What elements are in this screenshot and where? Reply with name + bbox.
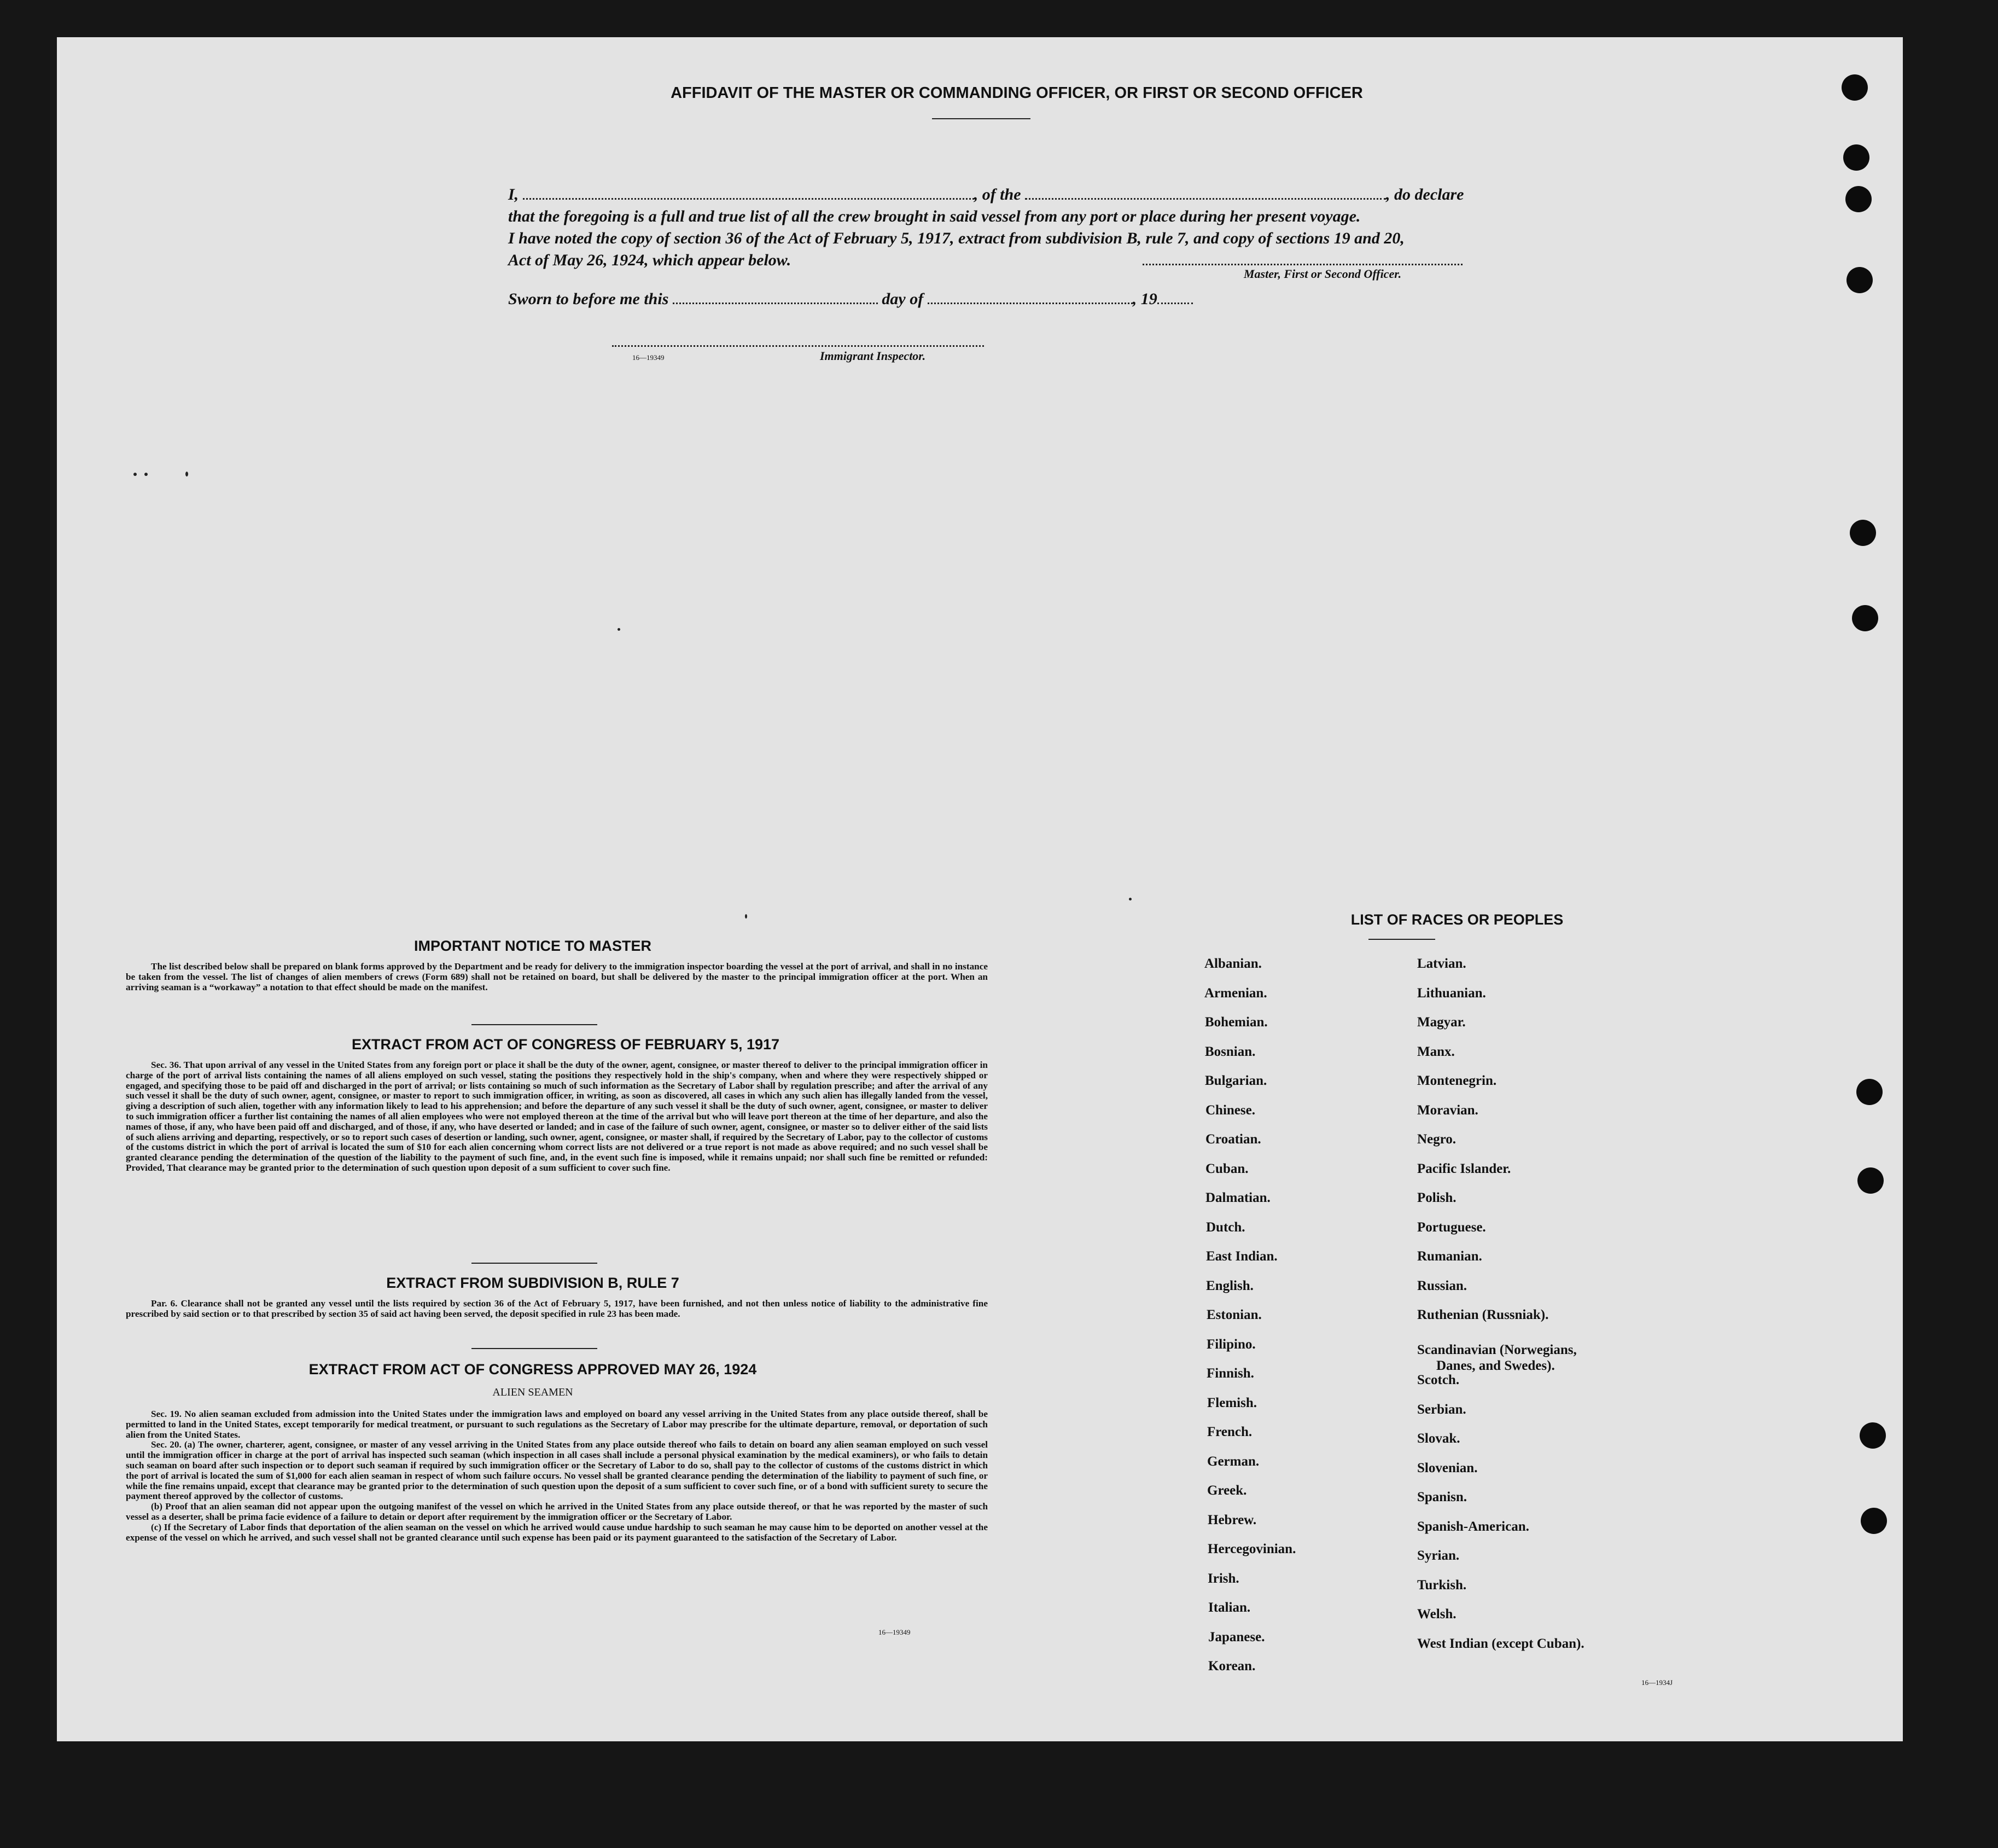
race-item: Croatian. bbox=[1205, 1132, 1261, 1147]
speck bbox=[745, 914, 747, 919]
race-item: Welsh. bbox=[1417, 1607, 1457, 1622]
punch-hole bbox=[1843, 144, 1869, 171]
race-item: Hercegovinian. bbox=[1208, 1542, 1296, 1556]
punch-hole bbox=[1852, 605, 1878, 631]
punch-hole bbox=[1856, 1079, 1883, 1105]
race-item: Magyar. bbox=[1417, 1015, 1466, 1030]
race-item: Spanish-American. bbox=[1417, 1519, 1529, 1534]
year-label: , 19 bbox=[1132, 290, 1157, 308]
race-item: Estonian. bbox=[1207, 1307, 1262, 1322]
race-item: Japanese. bbox=[1208, 1629, 1265, 1644]
race-item: Moravian. bbox=[1417, 1102, 1478, 1118]
race-item: Greek. bbox=[1207, 1483, 1247, 1498]
section-19-paragraph: Sec. 19. No alien seaman excluded from admission into the United States under the immigration laws and employed on board any vessel arriving in the United States from any place outside thereof, shall be permitted to land in the United States, except temporarily for medical treatment, or pursuant to such regulations as the Secretary of Labor may prescribe for the ultimate departure, removal, or deportation of such alien from the United States. bbox=[126, 1409, 988, 1440]
race-item: Slovenian. bbox=[1417, 1460, 1478, 1475]
extract-1924-text bbox=[126, 1409, 988, 1543]
extract-1917-text bbox=[126, 1060, 988, 1173]
name-field[interactable] bbox=[523, 197, 974, 200]
notice-title: IMPORTANT NOTICE TO MASTER bbox=[414, 938, 651, 954]
do-declare-label: , do declare bbox=[1386, 185, 1464, 204]
race-item: Russian. bbox=[1417, 1278, 1467, 1293]
race-item: Irish. bbox=[1208, 1571, 1239, 1586]
alien-seamen-subtitle: ALIEN SEAMEN bbox=[492, 1386, 573, 1398]
punch-hole bbox=[1861, 1508, 1887, 1534]
section-20a-paragraph: Sec. 20. (a) The owner, charterer, agent, consignee, or master of any vessel arriving in the United States from any place outside thereof who fails to detain on board any alien seaman employed on such vessel until the immigration officer in charge at the port of arrival has inspected such seaman (which inspection in all cases shall include a personal physical examination by the medical examiners), or who fails to detain such seaman on board after such inspection or to deport such seaman if required by such immigration officer or the Secretary of Labor to do so, shall pay to the collector of customs of the customs district in which the port of arrival is located the sum of $1,000 for each alien seaman in respect of whom such failure occurs. No vessel shall be granted clearance pending the determination of the liability to payment of such fine, or while the fine remains unpaid, except that clearance may be granted prior to the determination of such question upon the deposit of a sum sufficient to cover such fine, or of a bond with sufficient surety to secure the payment thereof approved by the collector of customs. bbox=[126, 1439, 988, 1502]
divider bbox=[471, 1024, 597, 1025]
rule-7-paragraph: Par. 6. Clearance shall not be granted any vessel until the lists required by section 36 of the Act of February 5, 1917, have been furnished, and not then unless notice of liability to the administrative fine prescribed by said section or to that prescribed by section 35 of said act having been served, the deposit specified in rule 23 has been made. bbox=[126, 1298, 988, 1319]
race-item: Serbian. bbox=[1417, 1402, 1466, 1417]
race-item: Manx. bbox=[1417, 1044, 1455, 1059]
race-item: Albanian. bbox=[1204, 956, 1262, 971]
race-item: Filipino. bbox=[1207, 1336, 1256, 1352]
race-item: Flemish. bbox=[1207, 1395, 1257, 1410]
speck bbox=[144, 473, 148, 476]
declaration-text bbox=[508, 184, 1553, 271]
sworn-month-field[interactable] bbox=[928, 302, 1133, 304]
race-item: Rumanian. bbox=[1417, 1249, 1482, 1264]
extract-1917-title: EXTRACT FROM ACT OF CONGRESS OF FEBRUARY 5, 1917 bbox=[351, 1036, 780, 1053]
race-item: Armenian. bbox=[1204, 985, 1267, 1001]
race-item: Syrian. bbox=[1417, 1548, 1460, 1563]
race-item: Chinese. bbox=[1205, 1102, 1255, 1118]
race-item: Cuban. bbox=[1205, 1161, 1249, 1176]
form-number-top: 16—19349 bbox=[632, 353, 665, 362]
declaration-line-2: that the foregoing is a full and true list of all the crew brought in said vessel from any port or place during her present voyage. bbox=[508, 207, 1361, 225]
race-item: Scandinavian (Norwegians, bbox=[1417, 1343, 1577, 1357]
affidavit-title: AFFIDAVIT OF THE MASTER OR COMMANDING OFFICER, OR FIRST OR SECOND OFFICER bbox=[671, 84, 1363, 102]
day-of-label: day of bbox=[882, 290, 924, 308]
race-item: Negro. bbox=[1417, 1132, 1457, 1147]
sworn-year-field[interactable] bbox=[1157, 302, 1193, 304]
race-item: Ruthenian (Russniak). bbox=[1417, 1307, 1549, 1322]
race-item: Bohemian. bbox=[1205, 1015, 1268, 1030]
document-page bbox=[57, 37, 1903, 1741]
race-item: Dutch. bbox=[1206, 1219, 1245, 1235]
of-the-label: , of the bbox=[974, 185, 1021, 204]
declaration-line-1 bbox=[508, 184, 1553, 206]
speck bbox=[618, 628, 620, 631]
section-36-paragraph: Sec. 36. That upon arrival of any vessel in the United States from any foreign port or place it shall be the duty of the owner, agent, consignee, or master thereof to deliver to the principal immigration officer in charge of the port of arrival lists containing the names of all aliens employed on such vessel, stating the positions they respectively hold in the ship's company, when and where they were respectively shipped or engaged, and specifying those to be paid off and discharged in the port of arrival; or lists containing so much of such information as the Secretary of Labor shall by regulation prescribe; and after the arrival of any such vessel it shall be the duty of such owner, agent, consignee, or master to report to such immigration officer, in writing, as soon as discovered, all cases in which any such alien has illegally landed from the vessel, giving a description of such alien, together with any information likely to lead to his apprehension; and before the departure of any such vessel it shall be the duty of such owner, agent, consignee, or master to deliver to such immigration officer a further list containing the names of all alien employees who were not employed thereon at the time of the arrival but who will leave port thereon at the time of her departure, and also the names of those, if any, who have been paid off and discharged, and of those, if any, who have deserted or landed; and in case of the failure of such owner, agent, consignee, or master so to deliver either of the said lists of such aliens arriving and departing, respectively, or so to report such cases of desertion or landing, such owner, agent, consignee, or master shall, if required by the Secretary of Labor, pay to the collector of customs of the customs district in which the port of arrival is located the sum of $10 for each alien concerning whom correct lists are not delivered or a true report is not made as above required; and no such vessel shall be granted clearance pending the determination of the question of the liability to the payment of such fine, and, in the event such fine is imposed, while it remains unpaid; nor shall such fine be remitted or refunded: Provided, That clearance may be granted prior to the determination of such question upon deposit of a sum sufficient to cover such fine. bbox=[126, 1060, 988, 1173]
notice-paragraph: The list described below shall be prepared on blank forms approved by the Department and be ready for delivery to the immigration inspector boarding the vessel at the port of arrival, and shall in no instance be taken from the vessel. The list of changes of alien members of crews (Form 689) shall not be retained on board, but shall be delivered by the master to the principal immigration officer at the port. When an arriving seaman is a “workaway” a notation to that effect should be made on the manifest. bbox=[126, 961, 988, 992]
race-item: Danes, and Swedes). bbox=[1436, 1358, 1555, 1373]
speck bbox=[1129, 898, 1132, 900]
race-item: Pacific Islander. bbox=[1417, 1161, 1511, 1176]
race-item: Montenegrin. bbox=[1417, 1073, 1497, 1088]
race-item: Scotch. bbox=[1417, 1373, 1460, 1387]
race-item: East Indian. bbox=[1206, 1249, 1278, 1264]
punch-hole bbox=[1860, 1422, 1886, 1449]
punch-hole bbox=[1846, 267, 1873, 293]
master-signature-line[interactable] bbox=[1143, 263, 1463, 265]
race-item: Latvian. bbox=[1417, 956, 1466, 971]
race-item: Korean. bbox=[1208, 1659, 1256, 1673]
divider bbox=[471, 1263, 597, 1264]
extract-1924-title: EXTRACT FROM ACT OF CONGRESS APPROVED MAY 26, 1924 bbox=[308, 1361, 757, 1378]
race-item: Bosnian. bbox=[1205, 1044, 1256, 1059]
race-item: English. bbox=[1206, 1278, 1254, 1293]
punch-hole bbox=[1845, 186, 1872, 212]
race-item: Hebrew. bbox=[1208, 1512, 1257, 1527]
i-label: I, bbox=[508, 185, 519, 204]
race-item: French. bbox=[1207, 1425, 1253, 1439]
punch-hole bbox=[1842, 74, 1868, 101]
race-item: Turkish. bbox=[1417, 1577, 1467, 1593]
race-item: German. bbox=[1207, 1454, 1260, 1469]
race-item: Slovak. bbox=[1417, 1431, 1460, 1446]
punch-hole bbox=[1850, 520, 1876, 546]
form-number-bottom-right: 16—1934J bbox=[1641, 1678, 1673, 1687]
punch-hole bbox=[1857, 1167, 1884, 1194]
race-item: Lithuanian. bbox=[1417, 985, 1486, 1001]
sworn-label: Sworn to before me this bbox=[508, 290, 669, 308]
sworn-day-field[interactable] bbox=[673, 302, 878, 304]
section-20b-paragraph: (b) Proof that an alien seaman did not appear upon the outgoing manifest of the vessel on which he arrived in the United States from any place outside thereof, or that he was reported by the master of such vessel as a deserter, shall be prima facie evidence of a failure to detain or deport after requirement by the immigration officer or the Secretary of Labor. bbox=[126, 1501, 988, 1522]
divider bbox=[1368, 939, 1435, 940]
speck bbox=[185, 472, 188, 476]
section-20c-paragraph: (c) If the Secretary of Labor finds that deportation of the alien seaman on the vessel on which he arrived would cause undue hardship to such seaman he may cause him to be deported on another vessel at the expense of the vessel on which he arrived, and such vessel shall not be granted clearance until such expense has been paid or its payment guaranteed to the satisfaction of the Secretary of Labor. bbox=[126, 1521, 988, 1543]
inspector-signature-line[interactable] bbox=[612, 345, 984, 347]
race-item: Portuguese. bbox=[1417, 1219, 1486, 1235]
master-signature-label: Master, First or Second Officer. bbox=[1244, 267, 1402, 281]
race-item: Polish. bbox=[1417, 1190, 1457, 1205]
rule-7-text bbox=[126, 1299, 988, 1320]
speck bbox=[133, 473, 137, 476]
sworn-line bbox=[508, 290, 1193, 309]
declaration-line-3: I have noted the copy of section 36 of the Act of February 5, 1917, extract from subdivision B, rule 7, and copy of sections 19 and 20, bbox=[508, 229, 1405, 247]
inspector-label: Immigrant Inspector. bbox=[820, 349, 926, 363]
race-item: Italian. bbox=[1208, 1600, 1251, 1615]
race-item: Bulgarian. bbox=[1205, 1073, 1267, 1088]
vessel-field[interactable] bbox=[1025, 197, 1386, 200]
race-item: Finnish. bbox=[1207, 1366, 1254, 1381]
form-number-bottom-left: 16—19349 bbox=[878, 1628, 911, 1636]
rule-7-title: EXTRACT FROM SUBDIVISION B, RULE 7 bbox=[386, 1275, 679, 1291]
race-item: Spanisn. bbox=[1417, 1490, 1467, 1504]
race-item: Dalmatian. bbox=[1205, 1190, 1271, 1205]
divider bbox=[932, 118, 1030, 119]
races-title: LIST OF RACES OR PEOPLES bbox=[1350, 911, 1564, 928]
declaration-line-4: Act of May 26, 1924, which appear below. bbox=[508, 251, 791, 269]
divider bbox=[471, 1348, 597, 1349]
notice-text bbox=[126, 962, 988, 992]
race-item: West Indian (except Cuban). bbox=[1417, 1636, 1585, 1651]
